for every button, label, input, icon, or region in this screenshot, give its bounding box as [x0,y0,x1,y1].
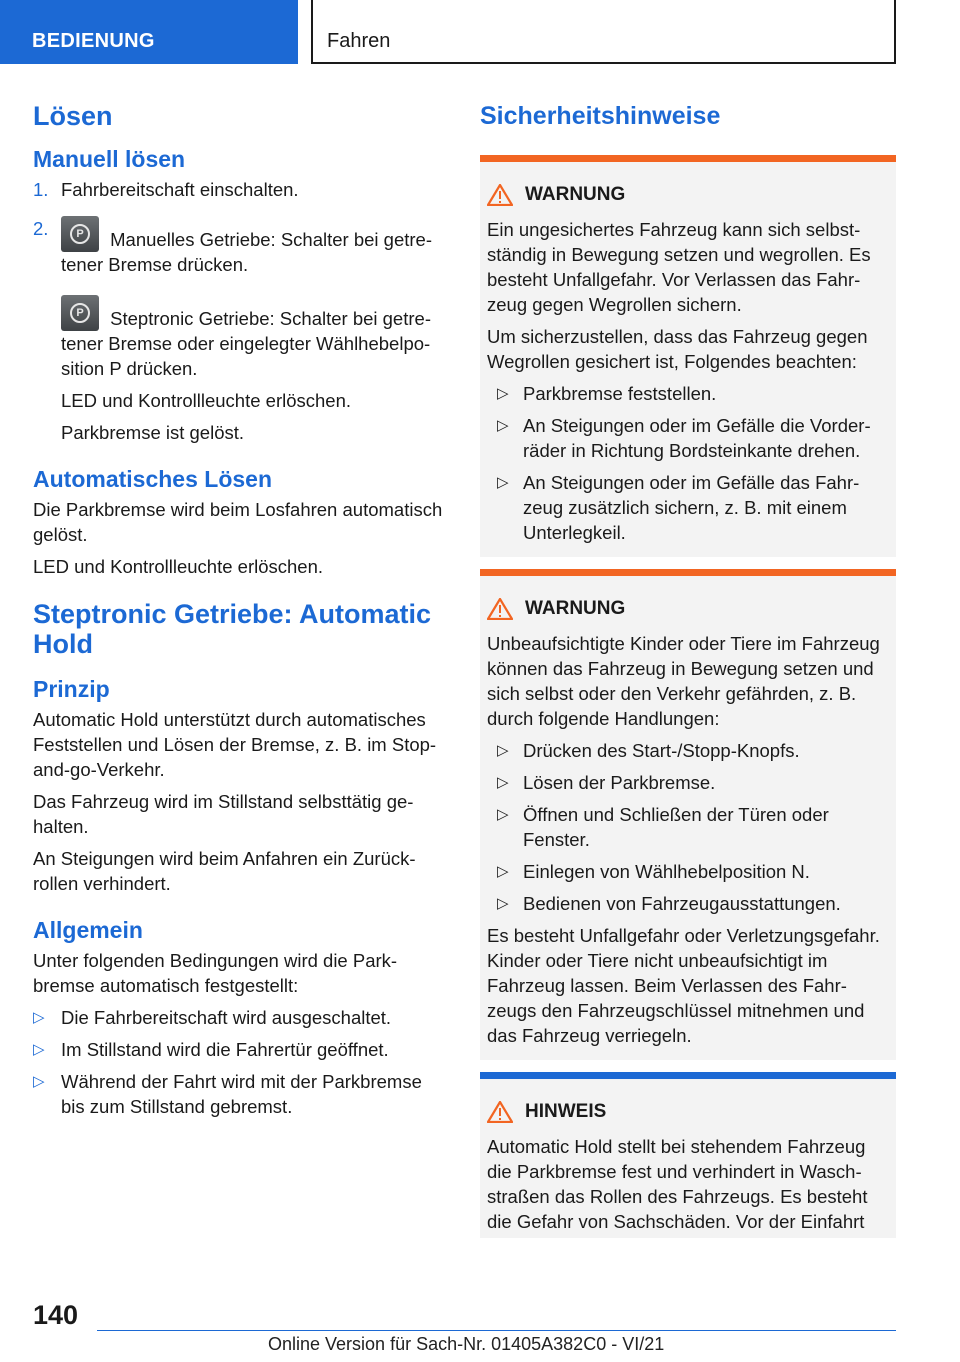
warning-triangle-icon [487,1101,513,1123]
steptronic-text: Steptronic Getriebe: Schalter bei getretener Bremse oder eingelegter Wählhebelposition P drücken. [61,308,431,379]
step-number: 2. [33,218,49,239]
bullet-triangle-icon: ▷ [497,895,509,912]
hint-bar [480,1072,896,1079]
warning-triangle-icon [487,184,513,206]
prinzip-text-1: Automatic Hold unterstützt durch automatisches Feststellen und Lösen der Bremse, z. B. im Stop-and-go-Verkehr. [33,709,437,780]
auto-text-2: LED und Kontrollleuchte erlöschen. [33,556,324,577]
footer-version: Online Version für Sach-Nr. 01405A382C0 - VI/21 [268,1334,665,1354]
hint-heading: HINWEIS [487,1099,889,1124]
warning-box-1 [480,162,896,557]
bullet-triangle-icon: ▷ [497,385,509,402]
list-item: ▷ Drücken des Start-/Stopp-Knopfs. [497,740,800,761]
bullet-triangle-icon: ▷ [497,742,509,759]
warning-text-1: Unbeaufsichtigte Kinder oder Tiere im Fahrzeug können das Fahrzeug in Bewegung setzen und sich selbst oder den Verkehr gefährden, z. B. durch folgende Handlungen: [487,633,880,729]
left-column [33,100,448,1126]
step-number: 1. [33,179,49,200]
bullet-triangle-icon: ▷ [497,474,509,491]
step-2-steptronic [33,295,448,381]
heading-automatic-hold: Steptronic Getriebe: Automatic Hold [33,599,432,659]
warning-text-2: Um sicherzustellen, dass das Fahrzeug gegen Wegrollen gesichert ist, Folgendes beachten: [487,326,868,372]
heading-prinzip: Prinzip [33,676,110,702]
step-2-led: LED und Kontrollleuchte erlöschen. [61,390,352,411]
bullet-triangle-icon: ▷ [33,1041,45,1058]
bullet-triangle-icon: ▷ [497,806,509,823]
warning-bar [480,569,896,576]
section-label: BEDIENUNG [32,30,155,52]
auto-text-1: Die Parkbremse wird beim Losfahren automatisch gelöst. [33,499,443,545]
step-2 [33,216,448,277]
warning-bar [480,155,896,162]
warning-box-2 [480,576,896,1060]
step-1 [33,177,448,202]
bullet-triangle-icon: ▷ [497,417,509,434]
list-item: ▷ An Steigungen oder im Gefälle das Fahrzeug zusätzlich sichern, z. B. mit einem Unterlegkeil. [497,472,860,543]
chapter-label: Fahren [327,30,391,52]
prinzip-text-3: An Steigungen wird beim Anfahren ein Zurückrollen verhindert. [33,848,416,894]
section-tab [0,0,298,64]
list-item: ▷ Einlegen von Wählhebelposition N. [497,861,810,882]
step-text: Fahrbereitschaft einschalten. [61,179,299,200]
warning-triangle-icon [487,598,513,620]
heading-loesen: Lösen [33,101,113,131]
right-column [480,100,896,1250]
parking-brake-icon: P [61,216,99,252]
prinzip-text-2: Das Fahrzeug wird im Stillstand selbsttätig gehalten. [33,791,414,837]
list-item: ▷ An Steigungen oder im Gefälle die Vorderräder in Richtung Bordsteinkante drehen. [497,415,871,461]
warning-heading: WARNUNG [487,596,889,621]
allgemein-text: Unter folgenden Bedingungen wird die Parkbremse automatisch festgestellt: [33,950,398,996]
heading-sicherheitshinweise: Sicherheitshinweise [480,102,721,130]
list-item: ▷ Im Stillstand wird die Fahrertür geöffnet. [33,1039,389,1060]
list-item: ▷ Öffnen und Schließen der Türen oder Fenster. [497,804,829,850]
hint-box [480,1079,896,1238]
heading-manuell: Manuell lösen [33,146,186,172]
list-item: ▷ Die Fahrbereitschaft wird ausgeschaltet. [33,1007,392,1028]
page-number: 140 [33,1300,79,1330]
list-item: ▷ Parkbremse feststellen. [497,383,717,404]
heading-allgemein: Allgemein [33,917,143,943]
heading-auto-loesen: Automatisches Lösen [33,466,272,492]
bullet-triangle-icon: ▷ [497,774,509,791]
warning-text-2: Es besteht Unfallgefahr oder Verletzungsgefahr. Kinder oder Tiere nicht unbeaufsichtigt im Fahrzeug lassen. Beim Verlassen des Fahrzeugs den Fahrzeugschlüssel mitnehmen und das Fahrzeug verriegeln. [487,925,880,1046]
step-text: Manuelles Getriebe: Schalter bei getretener Bremse drücken. [61,229,433,275]
list-item: ▷ Während der Fahrt wird mit der Parkbremse bis zum Stillstand gebremst. [33,1071,422,1117]
warning-heading: WARNUNG [487,182,889,207]
chapter-tab [311,0,896,64]
bullet-triangle-icon: ▷ [33,1009,45,1026]
hint-text: Automatic Hold stellt bei stehendem Fahrzeug die Parkbremse fest und verhindert in Waschstraßen das Rollen des Fahrzeugs. Es besteht die Gefahr von Sachschäden. Vor der Einfahrt [487,1136,868,1232]
warning-text-1: Ein ungesichertes Fahrzeug kann sich selbstständig in Bewegung setzen und wegrollen. Es besteht Unfallgefahr. Vor Verlassen das Fahrzeug gegen Wegrollen sichern. [487,219,871,315]
list-item: ▷ Lösen der Parkbremse. [497,772,716,793]
parking-brake-icon: P [61,295,99,331]
list-item: ▷ Bedienen von Fahrzeugausstattungen. [497,893,841,914]
bullet-triangle-icon: ▷ [33,1073,45,1090]
footer-divider [97,1330,896,1331]
step-2-result: Parkbremse ist gelöst. [61,422,245,443]
bullet-triangle-icon: ▷ [497,863,509,880]
